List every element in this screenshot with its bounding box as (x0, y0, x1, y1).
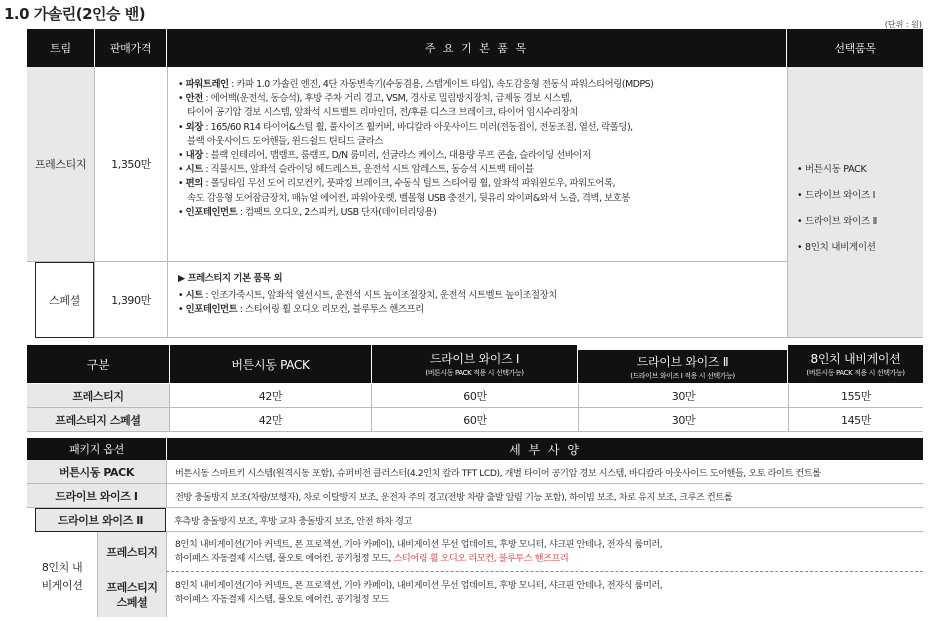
package-header-detail: 세 부 사 양 (167, 438, 923, 460)
feature-text: : 인조가죽시트, 앞좌석 열선시트, 운전석 시트 높이조절장치, 운전석 시트벨트 높이조절장치 (202, 290, 557, 302)
options-column (787, 67, 923, 338)
price-header-button-pack: 버튼시동 PACK (170, 345, 371, 383)
feature-label: 시트 (185, 164, 203, 176)
feature-line: • 외장 : 165/60 R14 타이어&스틸 휠, 풀사이즈 휠커버, 바디칼라 아웃사이드 미러(전동접이, 전동조절, 열선, 락폴딩), (178, 121, 633, 133)
feature-line: • 시트 : 직물시트, 앞좌석 슬라이딩 헤드레스트, 운전석 시트 암레스트, 동승석 시트백 테이블 (178, 164, 534, 176)
feature-line: • 시트 : 인조가죽시트, 앞좌석 열선시트, 운전석 시트 높이조절장치, 운전석 시트벨트 높이조절장치 (178, 290, 557, 302)
package-detail-button-pack: 버튼시동 스마트키 시스템(원격시동 포함), 슈퍼비전 클러스터(4.2인치 칼라 TFT LCD), 개별 타이어 공기압 경보 시스템, 바디칼라 아웃사이드 도어핸들, 오토 라이트 컨트롤 (166, 460, 923, 484)
feature-label: 파워트레인 (185, 79, 229, 90)
unit-label: (단위 : 원) (884, 20, 922, 29)
price-cell: 30만 (578, 384, 788, 408)
price-cell: 60만 (371, 408, 578, 432)
option-item: • 8인치 내비게이션 (797, 242, 876, 253)
price-header-drive-wise-2: 드라이브 와이즈 Ⅱ (드라이브 와이즈 Ⅰ 적용 시 선택가능) (578, 350, 787, 383)
price-prestige: 1,350만 (94, 67, 167, 262)
feature-text: : 직물시트, 앞좌석 슬라이딩 헤드레스트, 운전석 시트 암레스트, 동승석 시트백 테이블 (202, 164, 534, 176)
package-name-drive-wise-1: 드라이브 와이즈 Ⅰ (27, 484, 166, 508)
features-prestige (167, 67, 787, 262)
price-header-navigation: 8인치 내비게이션 (버튼시동 PACK 적용 시 선택가능) (788, 345, 923, 383)
trim-prestige: 프레스티지 (27, 67, 94, 262)
feature-label: 인포테인먼트 (185, 206, 238, 218)
price-special: 1,390만 (94, 262, 167, 338)
price-cell: 145만 (788, 408, 923, 432)
feature-label: 내장 (185, 150, 203, 162)
option-item: • 버튼시동 PACK (797, 164, 867, 175)
navi-prestige-detail: 8인치 내비게이션(기아 커넥트, 폰 프로젝션, 기아 카페이), 내비게이션 무선 업데이트, 후방 모니터, 샤크핀 안테나, 전자식 룸미러, 하이패스 자동결제 시스템, 풀오토 에어컨, 공기청정 모드, 스티어링 휠 오디오 리모컨, 블루투스 핸즈프리 (166, 532, 923, 572)
feature-label: 외장 (185, 121, 203, 133)
price-header-category: 구분 (27, 345, 169, 383)
feature-line: • 편의 : 폴딩타입 무선 도어 리모컨키, 풋파킹 브레이크, 수동식 틸트 스티어링 휠, 앞좌석 파워윈도우, 파워도어록, (178, 178, 616, 190)
package-name-button-pack: 버튼시동 PACK (27, 460, 166, 484)
navi-special-label: 프레스티지 스페셜 (97, 572, 166, 617)
feature-line: 블랙 아웃사이드 도어핸들, 윈드쉴드 틴티드 글라스 (187, 135, 383, 147)
header-options: 선택품목 (787, 29, 923, 67)
package-header-option: 패키지 옵션 (27, 438, 166, 460)
price-row-prestige-special: 프레스티지 스페셜 (27, 408, 169, 432)
features-special (167, 262, 787, 338)
price-cell: 155만 (788, 384, 923, 408)
feature-line: • 파워트레인 : 카파 1.0 가솔린 엔진, 4단 자동변속기(수동겸용, 스텝게이트 타입), 속도감응형 전동식 파워스티어링(MDPS) (178, 79, 654, 90)
package-name-drive-wise-2: 드라이브 와이즈 Ⅱ (35, 508, 166, 532)
feature-line: 속도 감응형 도어잠금장치, 매뉴얼 에어컨, 파워아웃렛, 벨몰형 USB 충전기, 뒷유리 와이퍼&와셔 노즐, 격벽, 보호봉 (187, 192, 630, 204)
price-cell: 42만 (169, 384, 371, 408)
page-title: 1.0 가솔린(2인승 밴) (4, 5, 146, 23)
price-row-prestige: 프레스티지 (27, 384, 169, 408)
feature-line: 타이어 공기압 경보 시스템, 앞좌석 시트벨트 리마인더, 전/후륜 디스크 브레이크, 타이어 임시수리장치 (187, 107, 578, 119)
feature-label: 편의 (185, 178, 203, 190)
feature-text: : 블랙 인테리어, 맵램프, 룸램프, D/N 룸미러, 선글라스 케이스, 대용량 루프 콘솔, 슬라이딩 선바이저 (202, 150, 591, 162)
highlight-text: 스티어링 휠 오디오 리모컨, 블루투스 핸즈프리 (393, 553, 569, 564)
price-header-drive-wise-1: 드라이브 와이즈 Ⅰ (버튼시동 PACK 적용 시 선택가능) (372, 345, 577, 383)
navi-special-detail: 8인치 내비게이션(기아 커넥트, 폰 프로젝션, 기아 카페이), 내비게이션 무선 업데이트, 후방 모니터, 샤크핀 안테나, 전자식 룸미러, 하이패스 자동결제 시스템, 풀오토 에어컨, 공기청정 모드 (166, 572, 923, 617)
feature-text: : 스티어링 휠 오디오 리모컨, 블루투스 핸즈프리 (237, 304, 424, 316)
special-feature-list (178, 289, 787, 317)
navi-prestige-label: 프레스티지 (97, 532, 166, 572)
feature-text: : 카파 1.0 가솔린 엔진, 4단 자동변속기(수동겸용, 스텝게이트 타입), 속도감응형 전동식 파워스티어링(MDPS) (228, 79, 654, 90)
option-item: • 드라이브 와이즈 Ⅱ (797, 216, 877, 227)
header-price: 판매가격 (95, 29, 166, 67)
price-cell: 30만 (578, 408, 788, 432)
feature-line: • 안전 : 에어백(운전석, 동승석), 후방 주차 거리 경고, VSM, 경사로 밀림방지장치, 급제동 경보 시스템, (178, 93, 572, 105)
feature-label: 시트 (185, 290, 203, 302)
feature-text: : 165/60 R14 타이어&스틸 휠, 풀사이즈 휠커버, 바디칼라 아웃사이드 미러(전동접이, 전동조절, 열선, 락폴딩), (202, 121, 633, 133)
special-heading: ▶ 프레스티지 기본 품목 외 (178, 273, 283, 284)
feature-text: : 컴팩트 오디오, 2스피커, USB 단자(데이터리딩용) (237, 206, 437, 218)
package-detail-drive-wise-1: 전방 충돌방지 보조(차량/보행자), 차로 이탈방지 보조, 운전자 주의 경고(전방 차량 출발 알림 기능 포함), 하이빔 보조, 차로 유지 보조, 크루즈 컨트롤 (166, 484, 923, 508)
price-cell: 60만 (371, 384, 578, 408)
package-detail-drive-wise-2: 후측방 충돌방지 보조, 후방 교차 충돌방지 보조, 안전 하차 경고 (166, 508, 923, 532)
trim-special: 스페셜 (35, 262, 94, 338)
feature-label: 인포테인먼트 (185, 304, 238, 316)
header-trim: 트림 (27, 29, 94, 67)
feature-text: : 폴딩타입 무선 도어 리모컨키, 풋파킹 브레이크, 수동식 틸트 스티어링 휠, 앞좌석 파워윈도우, 파워도어록, (202, 178, 616, 190)
feature-label: 안전 (185, 93, 203, 105)
package-name-navigation: 8인치 내비게이션 (41, 560, 83, 592)
option-item: • 드라이브 와이즈 Ⅰ (797, 190, 876, 201)
header-features: 주 요 기 본 품 목 (167, 29, 786, 67)
feature-line: • 내장 : 블랙 인테리어, 맵램프, 룸램프, D/N 룸미러, 선글라스 케이스, 대용량 루프 콘솔, 슬라이딩 선바이저 (178, 150, 591, 162)
feature-line: • 인포테인먼트 : 스티어링 휠 오디오 리모컨, 블루투스 핸즈프리 (178, 304, 424, 316)
feature-text: : 에어백(운전석, 동승석), 후방 주차 거리 경고, VSM, 경사로 밀림방지장치, 급제동 경보 시스템, (202, 93, 572, 105)
price-cell: 42만 (169, 408, 371, 432)
feature-line: • 인포테인먼트 : 컴팩트 오디오, 2스피커, USB 단자(데이터리딩용) (178, 206, 437, 218)
